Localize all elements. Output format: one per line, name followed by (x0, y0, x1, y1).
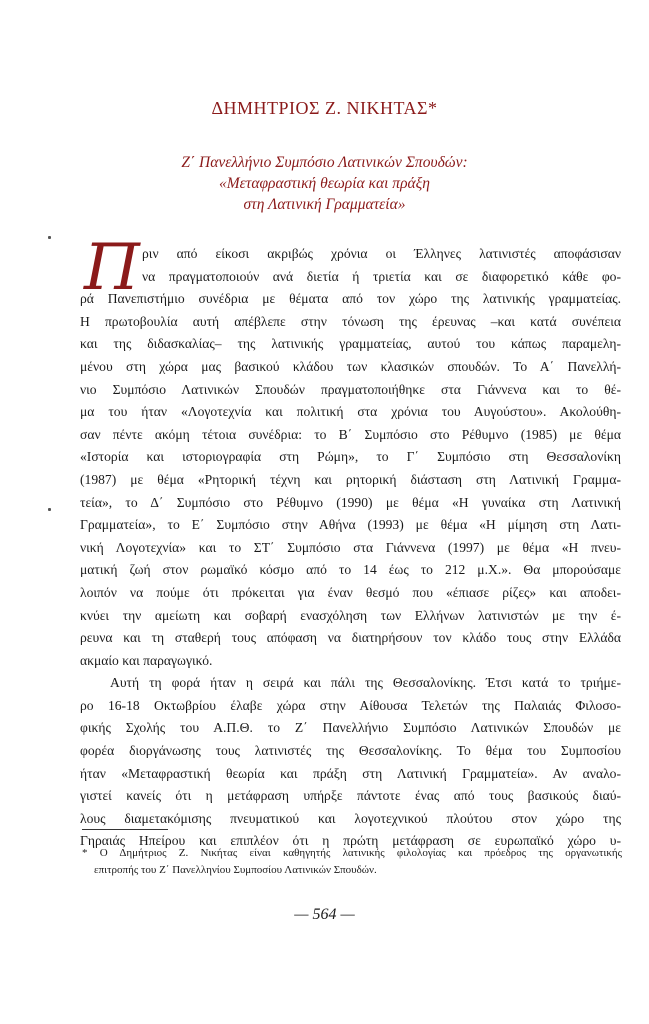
text-line: να πραγματοποιούν ανά διετία ή τριετία και σε διαφορετικό κάθε φο- (142, 268, 621, 284)
text-line: λοιπόν να πούμε ότι πρόκειται για έναν θεσμό που «έπιασε ρίζες» και αποδει- (80, 584, 621, 600)
text-line: ήταν «Μεταφραστική θεωρία και πράξη στη Λατινική Γραμματεία». Αν αναλο- (80, 765, 621, 781)
text-line: μένου στη χώρα μας βασικού κλάδου των κλασικών σπουδών. Το Α΄ Πανελλή- (80, 358, 621, 374)
text-line: «Ιστορία και ιστοριογραφία στη Ρώμη», το Γ΄ Συμπόσιο στη Θεσσαλονίκη (80, 449, 621, 465)
text-line: σαν πέντε ακόμη τέτοια συνέδρια: το Β΄ Συμπόσιο στο Ρέθυμνο (1985) με θέμα (80, 426, 621, 442)
article-title (0, 152, 649, 215)
text-line: ριν από είκοσι ακριβώς χρόνια οι Έλληνες λατινιστές αποφάσισαν (142, 246, 621, 261)
title-line: Ζ΄ Πανελλήνιο Συμπόσιο Λατινικών Σπουδών: (181, 154, 468, 171)
text-line: Γηραιάς Ηπείρου και επιπλέον ότι η πρώτη μετάφραση σε ευρωπαϊκό χώρο υ- (80, 833, 621, 849)
text-line: ρά Πανεπιστήμιο συνέδρια με θέματα από τον χώρο της λατινικής γραμματείας. (80, 291, 621, 307)
title-line: «Μεταφραστική θεωρία και πράξη (219, 175, 430, 192)
body-text (80, 243, 621, 853)
text-line: νική Λογοτεχνία» και το ΣΤ΄ Συμπόσιο στα Γιάννενα (1997) με θέμα «Η πνευ- (80, 539, 621, 555)
text-line: ρο 16-18 Οκτωβρίου έλαβε χώρα στην Αίθουσα Τελετών της Παλαιάς Φιλοσο- (80, 697, 621, 713)
text-line: φορέα διοργάνωσης τους λατινιστές της Θεσσαλονίκης. Το θέμα του Συμποσίου (80, 743, 621, 759)
text-line: μα του ήταν «Λογοτεχνία και πολιτική στα χρόνια του Αυγούστου». Ακολούθη- (80, 404, 621, 420)
text-line: (1987) με θέμα «Ρητορική τέχνη και ρητορική διάσταση στη Λατινική Γραμμα- (80, 471, 621, 487)
text-line: και της διδασκαλίας– της λατινικής γραμματείας, αυτού του κάπως παραμελη- (80, 336, 621, 352)
text-line: Αυτή τη φορά ήταν η σειρά και πάλι της Θεσσαλονίκης. Έτσι κατά το τριήμε- (110, 675, 621, 691)
text-line: γιστεί κανείς ότι η μετάφραση υπήρξε πάντοτε ένας από τους βασικούς διαύ- (80, 788, 621, 804)
text-line: φικής Σχολής του Α.Π.Θ. το Ζ΄ Πανελλήνιο Συμπόσιο Λατινικών Σπουδών με (80, 720, 621, 736)
footnote-line: * Ο Δημήτριος Ζ. Νικήτας είναι καθηγητής λατινικής φιλολογίας και πρόεδρος της οργανωτικής (82, 847, 622, 859)
page-number: — 564 — (294, 906, 355, 923)
margin-mark (48, 236, 51, 239)
footnote-divider (82, 829, 168, 830)
text-line: Γραμματεία», το Ε΄ Συμπόσιο στην Αθήνα (1993) με θέμα «Η μίμηση στη Λατι- (80, 517, 621, 533)
text-line: ματική ζωή στον ρωμαϊκό κόσμο από το 14 έως το 212 μ.Χ.». Θα μπορούσαμε (80, 562, 621, 578)
text-line: ακμαίο και παραγωγικό. (80, 652, 213, 668)
text-line: νιο Συμπόσιο Λατινικών Σπουδών πραγματοποιήθηκε στα Γιάννενα και το θέ- (80, 381, 621, 397)
author-heading: ΔΗΜΗΤΡΙΟΣ Ζ. ΝΙΚΗΤΑΣ* (211, 98, 438, 118)
text-line: Η πρωτοβουλία αυτή απέβλεπε στην τόνωση της έρευνας –και κατά συνέπεια (80, 313, 621, 329)
footnote (82, 845, 622, 879)
margin-mark (48, 508, 51, 511)
title-line: στη Λατινική Γραμματεία» (243, 196, 406, 213)
text-line: ρευνα και τη σταθερή τους απόφαση να διατηρήσουν τον κλάδο τους στην Ελλάδα (80, 630, 621, 646)
drop-cap: Π (84, 231, 140, 305)
text-line: κνύει την αμείωτη και σοβαρή ενασχόληση των Ελλήνων λατινιστών με την έ- (80, 607, 621, 623)
footnote-line: επιτροπής του Ζ΄ Πανελληνίου Συμποσίου Λατινικών Σπουδών. (94, 864, 377, 876)
text-line: τεία», το Δ΄ Συμπόσιο στο Ρέθυμνο (1990) με θέμα «Η γυναίκα στη Λατινική (80, 494, 621, 510)
text-line: λους διαμετακόμισης πνευματικού και λογοτεχνικού πλούτου στον χώρο της (80, 810, 621, 826)
